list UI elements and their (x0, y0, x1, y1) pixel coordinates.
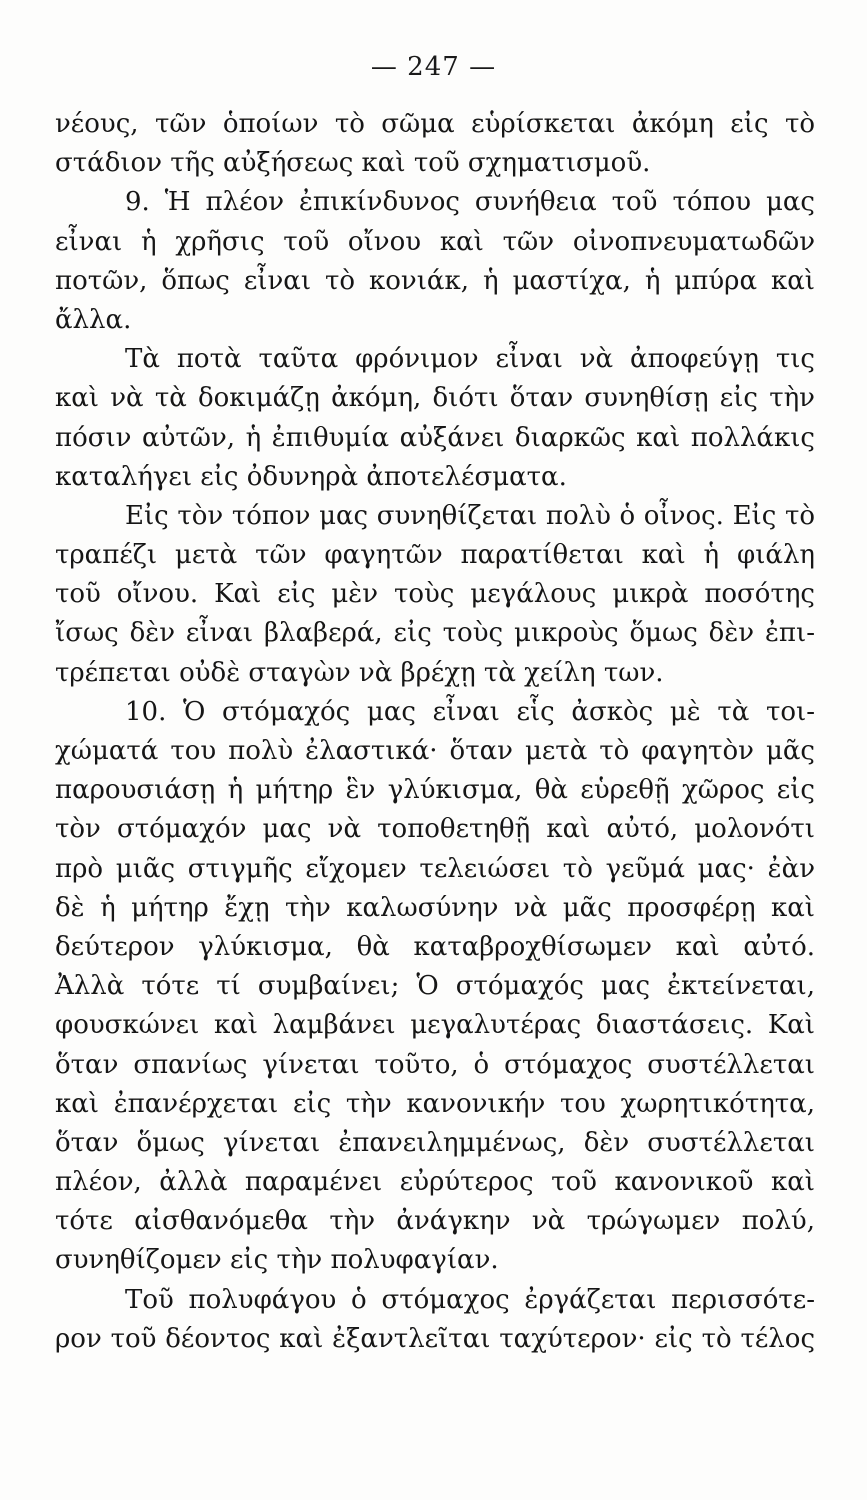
text-line: συνηθίζομεν εἰς τὴν πολυφαγίαν. (55, 1245, 499, 1276)
text-line: εἶναι ἡ χρῆσις τοῦ οἴνου καὶ τῶν οἰνοπνευματωδῶν (55, 226, 815, 257)
text-line: φουσκώνει καὶ λαμβάνει μεγαλυτέρας διαστάσεις. Καὶ (55, 1010, 815, 1041)
page-number: — 247 — (370, 52, 497, 82)
text-line: καὶ ἐπανέρχεται εἰς τὴν κανονικήν του χωρητικότητα, (55, 1088, 815, 1119)
text-line: ὅταν ὅμως γίνεται ἐπανειλημμένως, δὲν συστέλλεται (55, 1127, 815, 1158)
text-line: τὸν στόμαχόν μας νὰ τοποθετηθῇ καὶ αὐτό, μολονότι (55, 814, 815, 845)
text-line: τότε αἰσθανόμεθα τὴν ἀνάγκην νὰ τρώγωμεν πολύ, (55, 1206, 815, 1237)
text-line: Εἰς τὸν τόπον μας συνηθίζεται πολὺ ὁ οἶνος. Εἰς τὸ (125, 500, 815, 531)
text-line: τραπέζι μετὰ τῶν φαγητῶν παρατίθεται καὶ ἡ φιάλη (55, 540, 815, 571)
text-line: 9. Ἡ πλέον ἐπικίνδυνος συνήθεια τοῦ τόπου μας (125, 187, 815, 218)
text-line: δεύτερον γλύκισμα, θὰ καταβροχθίσωμεν καὶ αὐτό. (55, 931, 815, 962)
text-line: Τὰ ποτὰ ταῦτα φρόνιμον εἶναι νὰ ἀποφεύγῃ τις (125, 344, 815, 375)
text-line: ἴσως δὲν εἶναι βλαβερά, εἰς τοὺς μικροὺς ὅμως δὲν ἐπι- (55, 618, 815, 649)
text-line: πλέον, ἀλλὰ παραμένει εὐρύτερος τοῦ κανονικοῦ καὶ (55, 1167, 815, 1198)
text-line: δὲ ἡ μήτηρ ἔχῃ τὴν καλωσύνην νὰ μᾶς προσφέρῃ καὶ (55, 892, 815, 923)
body-text (55, 105, 815, 1359)
text-line: Τοῦ πολυφάγου ὁ στόμαχος ἐργάζεται περισσότε- (125, 1284, 815, 1315)
text-line: ρον τοῦ δέοντος καὶ ἐξαντλεῖται ταχύτερον· εἰς τὸ τέλος (55, 1323, 815, 1354)
text-line: ποτῶν, ὅπως εἶναι τὸ κονιάκ, ἡ μαστίχα, ἡ μπύρα καὶ (55, 265, 815, 296)
text-line: καὶ νὰ τὰ δοκιμάζῃ ἀκόμη, διότι ὅταν συνηθίσῃ εἰς τὴν (55, 383, 815, 414)
text-line: παρουσιάσῃ ἡ μήτηρ ἓν γλύκισμα, θὰ εὑρεθῇ χῶρος εἰς (55, 775, 815, 806)
text-line: ἄλλα. (55, 304, 132, 335)
text-line: 10. Ὁ στόμαχός μας εἶναι εἷς ἀσκὸς μὲ τὰ τοι- (125, 696, 815, 727)
text-line: Ἀλλὰ τότε τί συμβαίνει; Ὁ στόμαχός μας ἐκτείνεται, (55, 971, 815, 1002)
text-line: πρὸ μιᾶς στιγμῆς εἴχομεν τελειώσει τὸ γεῦμά μας· ἐὰν (55, 853, 815, 884)
text-line: πόσιν αὐτῶν, ἡ ἐπιθυμία αὐξάνει διαρκῶς καὶ πολλάκις (55, 422, 815, 453)
text-line: νέους, τῶν ὁποίων τὸ σῶμα εὑρίσκεται ἀκόμη εἰς τὸ (55, 109, 815, 139)
text-line: χώματά του πολὺ ἐλαστικά· ὅταν μετὰ τὸ φαγητὸν μᾶς (55, 736, 815, 766)
text-line: στάδιον τῆς αὐξήσεως καὶ τοῦ σχηματισμοῦ. (55, 148, 651, 179)
text-line: ὅταν σπανίως γίνεται τοῦτο, ὁ στόμαχος συστέλλεται (55, 1049, 815, 1080)
text-line: τρέπεται οὐδὲ σταγὼν νὰ βρέχῃ τὰ χείλη των. (55, 657, 664, 688)
text-line: καταλήγει εἰς ὀδυνηρὰ ἀποτελέσματα. (55, 461, 567, 492)
text-line: τοῦ οἴνου. Καὶ εἰς μὲν τοὺς μεγάλους μικρὰ ποσότης (55, 579, 815, 610)
